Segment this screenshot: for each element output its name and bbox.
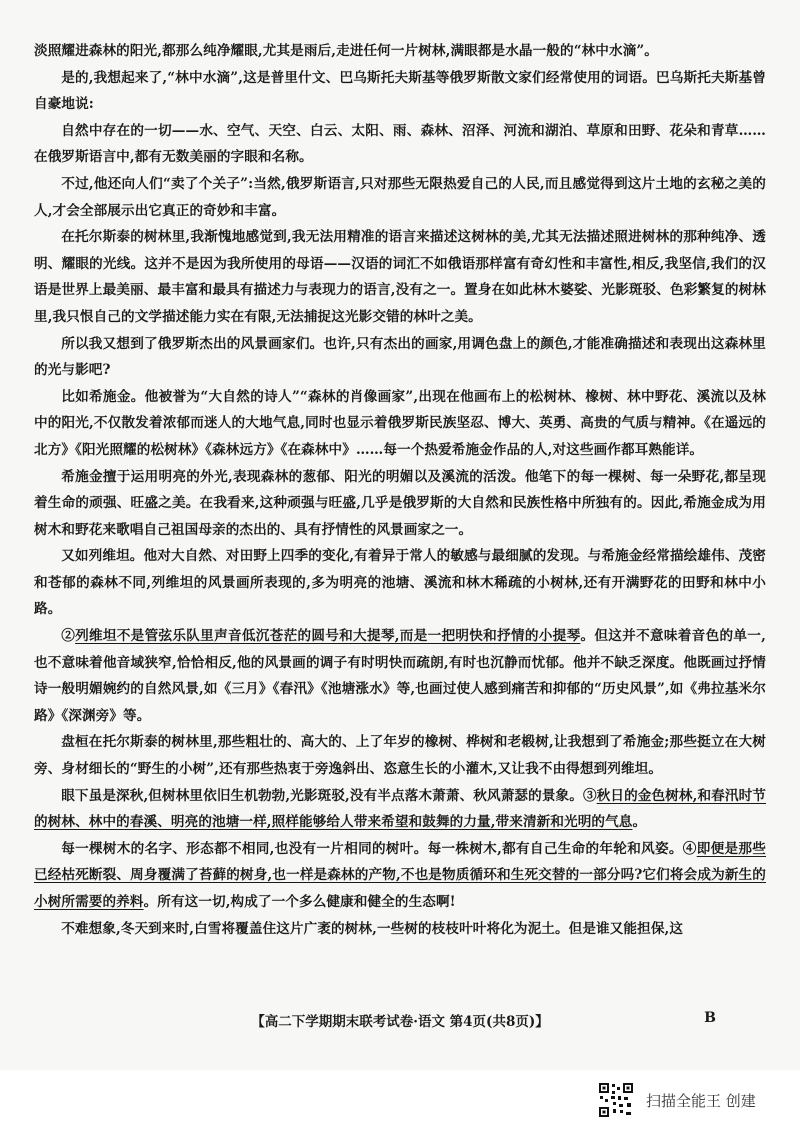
text-segment: 又如列维坦。他对大自然、对田野上四季的变化,有着异于常人的敏感与最细腻的发现。与希施金经常描绘雄伟、茂密和苍郁的森林不同,列维坦的风景画所表现的,多为明亮的池塘、溪流和林木稀疏的小树林,还有开满野花的田野和林中小路。: [34, 548, 766, 618]
footer-title: 【高二下学期期末联考试卷·语文 第4页(共8页)】: [251, 1014, 549, 1030]
paragraph: [34, 171, 766, 224]
paragraph: [34, 623, 766, 729]
text-segment: 。: [632, 814, 647, 831]
text-segment: 。但这并不意味着音色的单一,也不意味着他音域狭窄,恰恰相反,他的风景画的调子有时明快而疏朗,有时也沉静而忧郁。他并不缺乏深度。他既画过抒情诗一般明媚婉约的自然风景,如《三月》《春汛》《池塘涨水》等,也画过使人感到痛苦和抑郁的“历史风景”,如《弗拉基米尔路》《深渊旁》等。: [34, 628, 766, 724]
underlined-sentence: 列维坦不是管弦乐队里声音低沉苍茫的圆号和大提琴,而是一把明快和抒情的小提琴: [75, 628, 581, 645]
paragraph: [34, 543, 766, 623]
article-body: [34, 38, 766, 942]
text-segment: 所以我又想到了俄罗斯杰出的风景画家们。也许,只有杰出的画家,用调色盘上的颜色,才能准确描述和表现出这森林里的光与影吧?: [34, 335, 766, 379]
paragraph: [34, 916, 766, 943]
text-segment: ②: [61, 628, 76, 645]
text-segment: 。所有这一切,构成了一个多么健康和健全的生态啊!: [143, 894, 456, 910]
paragraph: [34, 729, 766, 782]
qr-code-icon: [598, 1082, 634, 1118]
text-segment: 淡照耀进森林的阳光,都那么纯净耀眼,尤其是雨后,走进任何一片树林,满眼都是水晶一般的“林中水滴”。: [34, 43, 658, 59]
paragraph: [34, 331, 766, 384]
paper-version: B: [704, 1010, 716, 1026]
paragraph: [34, 118, 766, 171]
text-segment: 盘桓在托尔斯泰的树林里,那些粗壮的、高大的、上了年岁的橡树、桦树和老椴树,让我想到了希施金;那些挺立在大树旁、身材细长的“野生的小树”,还有那些热衷于旁逸斜出、恣意生长的小灌木,又让我不由得想到列维坦。: [34, 734, 766, 778]
page-footer: [34, 1010, 766, 1034]
paragraph: [34, 464, 766, 544]
paragraph: [34, 783, 766, 836]
paragraph: [34, 65, 766, 118]
text-segment: 是的,我想起来了,“林中水滴”,这是普里什文、巴乌斯托夫斯基等俄罗斯散文家们经常使用的词语。巴乌斯托夫斯基曾自豪地说:: [34, 69, 766, 113]
text-segment: 自然中存在的一切——水、空气、天空、白云、太阳、雨、森林、沼泽、河流和湖泊、草原和田野、花朵和青草……在俄罗斯语言中,都有无数美丽的字眼和名称。: [34, 122, 766, 166]
text-segment: 比如希施金。他被誉为“大自然的诗人”“森林的肖像画家”,出现在他画布上的松树林、橡树、林中野花、溪流以及林中的阳光,不仅散发着浓郁而迷人的大地气息,同时也显示着俄罗斯民族坚忍、博大、英勇、高贵的气质与精神。《在遥远的北方》《阳光照耀的松树林》《森林远方》《在森林中》……每一个热爱希施金作品的人,对这些画作都耳熟能详。: [34, 388, 766, 458]
text-segment: 希施金擅于运用明亮的外光,表现森林的葱郁、阳光的明媚以及溪流的活泼。他笔下的每一棵树、每一朵野花,都呈现着生命的顽强、旺盛之美。在我看来,这种顽强与旺盛,几乎是俄罗斯的大自然和民族性格中所独有的。因此,希施金成为用树木和野花来歌唱自己祖国母亲的杰出的、具有抒情性的风景画家之一。: [34, 468, 766, 538]
text-segment: 每一棵树木的名字、形态都不相同,也没有一片相同的树叶。每一株树木,都有自己生命的年轮和风姿。④: [61, 840, 697, 857]
paragraph: [34, 38, 766, 65]
paragraph: [34, 384, 766, 464]
paragraph: [34, 836, 766, 916]
text-segment: 不过,他还向人们“卖了个关子”:当然,俄罗斯语言,只对那些无限热爱自己的人民,而且感觉得到这片土地的玄秘之美的人,才会全部展示出它真正的奇妙和丰富。: [34, 175, 766, 219]
scanner-watermark: [598, 1082, 756, 1118]
text-segment: 不难想象,冬天到来时,白雪将覆盖住这片广袤的树林,一些树的枝枝叶叶将化为泥土。但是谁又能担保,这: [61, 920, 684, 937]
underlined-sentence: 秋日的金色树林,和春汛时节的树林、林中的春溪、明亮的池塘一样,照样能够给人带来希望和鼓舞的力量,带来清新和光明的气息: [34, 787, 766, 831]
text-segment: 眼下虽是深秋,但树林里依旧生机勃勃,光影斑驳,没有半点落木萧萧、秋风萧瑟的景象。③: [61, 787, 597, 804]
paragraph: [34, 224, 766, 330]
scanner-label: 扫描全能王 创建: [646, 1091, 756, 1110]
text-segment: 在托尔斯泰的树林里,我渐愧地感觉到,我无法用精准的语言来描述这树林的美,尤其无法描述照进树林的那种纯净、透明、耀眼的光线。这并不是因为我所使用的母语——汉语的词汇不如俄语那样富有奇幻性和丰富性,相反,我坚信,我们的汉语是世界上最美丽、最丰富和最具有描述力与表现力的语言,没有之一。置身在如此林木婆娑、光影斑驳、色彩繁复的树林里,我只恨自己的文学描述能力实在有限,无法捕捉这光影交错的林叶之美。: [34, 229, 766, 325]
underlined-sentence: 即便是那些已经枯死断裂、周身覆满了苔藓的树身,也一样是森林的产物,不也是物质循环和生死交替的一部分吗?它们将会成为新生的小树所需要的养料: [34, 840, 766, 910]
